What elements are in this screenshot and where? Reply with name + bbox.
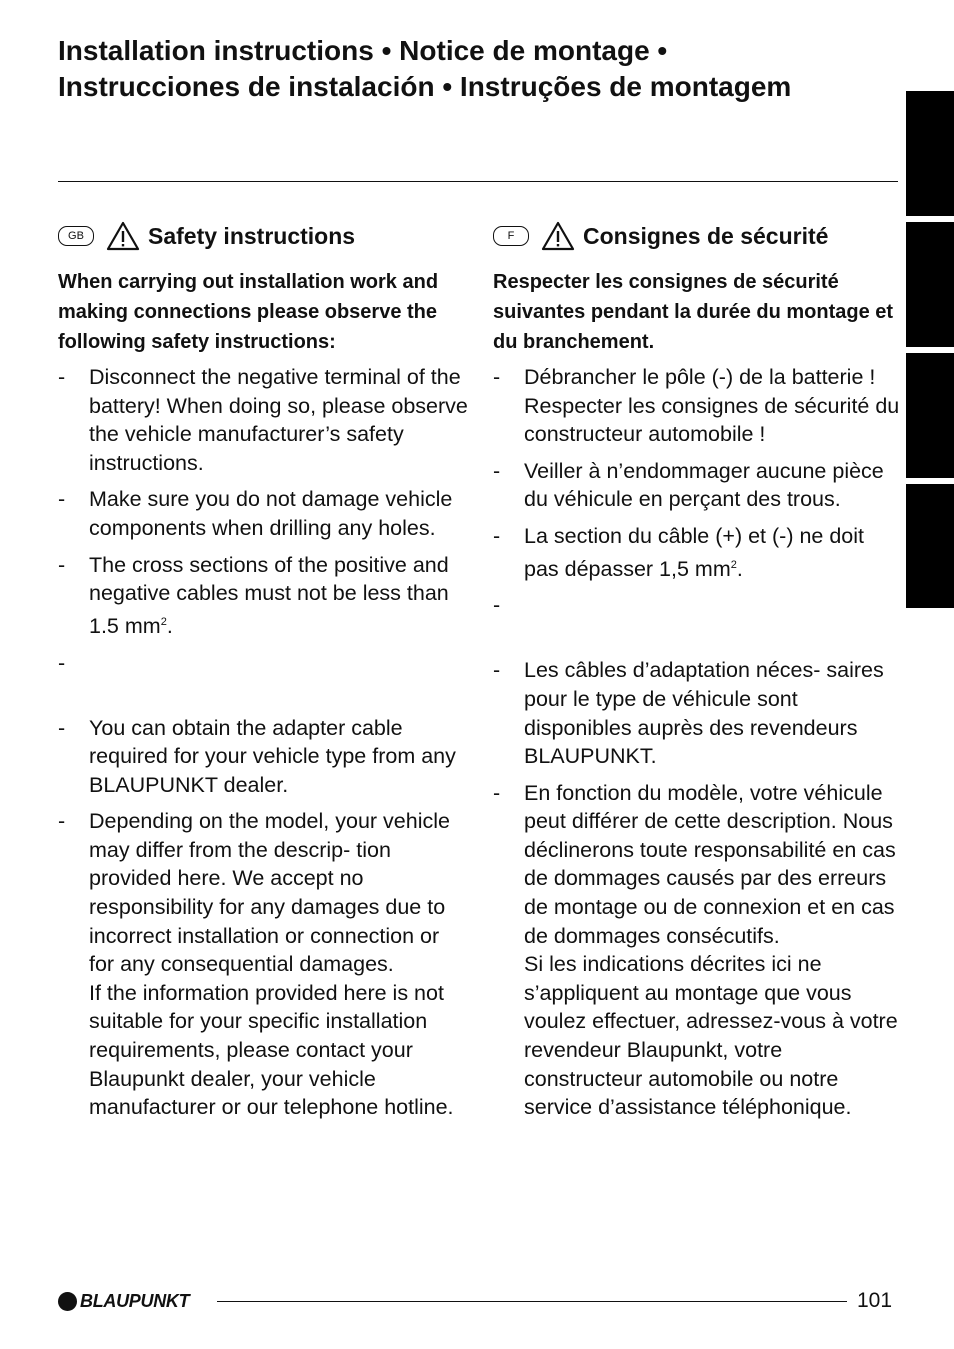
page-title-line-1: Installation instructions • Notice de montage • bbox=[58, 35, 668, 66]
list-item: - Les câbles d’adaptation néces- saires pour le type de véhicule sont disponibles auprès des revendeurs BLAUPUNKT. bbox=[493, 658, 884, 769]
page-title-line-2: Instrucciones de instalación • Instruções de montagem bbox=[58, 71, 792, 102]
section-title: Consignes de sécurité bbox=[583, 222, 829, 249]
language-tab-1 bbox=[906, 91, 954, 216]
page-title bbox=[58, 33, 898, 105]
page-number: 101 bbox=[857, 1289, 893, 1312]
language-tab-3 bbox=[906, 353, 954, 478]
warning-icon bbox=[541, 221, 575, 251]
country-code-badge: GB bbox=[58, 226, 94, 246]
header-divider bbox=[58, 181, 898, 182]
english-section-heading bbox=[58, 213, 468, 259]
language-tab-2 bbox=[906, 222, 954, 347]
list-item: - Veiller à n’endommager aucune pièce du véhicule en perçant des trous. bbox=[493, 458, 884, 512]
list-item: - You can obtain the adapter cable required for your vehicle type from any BLAUPUNKT dealer. bbox=[58, 715, 456, 797]
intro-text: Respecter les consignes de sécurité suivantes pendant la durée du montage et du branchement. bbox=[493, 271, 894, 353]
instruction-list bbox=[493, 363, 903, 1122]
list-item: - Depending on the model, your vehicle may differ from the descrip- tion provided here. We accept no responsibility for any damages due to incorrect installation or connection or for any consequential damages. If the information provided here is not suitable for your specific installation requirements, please contact your Blaupunkt dealer, your vehicle manufacturer or our telephone hotline. bbox=[58, 809, 454, 1120]
french-section-heading bbox=[493, 213, 903, 259]
list-item: - Make sure you do not damage vehicle components when drilling any holes. bbox=[58, 487, 453, 540]
instruction-list bbox=[58, 363, 468, 1122]
list-item: - La section du câble (+) et (-) ne doit pas dépasser 1,5 $mm^2$. bbox=[493, 523, 865, 581]
english-column bbox=[58, 213, 468, 1130]
warning-icon bbox=[106, 221, 140, 251]
list-item-empty: - bbox=[493, 593, 501, 618]
intro-text: When carrying out installation work and making connections please observe the following safety instructions: bbox=[58, 271, 439, 353]
brand-logo bbox=[58, 1291, 189, 1312]
brand-name: BLAUPUNKT bbox=[80, 1291, 190, 1311]
list-item: - En fonction du modèle, votre véhicule peut différer de cette description. Nous déclinerons toute responsabilité en cas de dommages causés par des erreurs de montage ou de connexion et en cas de dommages consécutifs. Si les indications décrites ici ne s’appliquent au montage que vous voulez effectuer, adressez-vous à votre revendeur Blaupunkt, votre constructeur automobile ou notre service d’assistance téléphonique. bbox=[493, 780, 898, 1120]
country-code-badge: F bbox=[493, 226, 529, 246]
list-item: - Disconnect the negative terminal of the battery! When doing so, please observe the vehicle manufacturer’s safety instructions. bbox=[58, 365, 468, 475]
list-item: - Débrancher le pôle (-) de la batterie ! Respecter les consignes de sécurité du constructeur automobile ! bbox=[493, 365, 900, 447]
list-item-empty: - bbox=[58, 650, 66, 675]
section-title: Safety instructions bbox=[148, 222, 356, 249]
language-tab-4 bbox=[906, 484, 954, 608]
french-column bbox=[493, 213, 903, 1130]
list-item: - The cross sections of the positive and negative cables must not be less than 1.5 $mm^2$. bbox=[58, 552, 449, 638]
footer-divider bbox=[217, 1301, 847, 1302]
logo-dot-icon bbox=[58, 1292, 77, 1311]
